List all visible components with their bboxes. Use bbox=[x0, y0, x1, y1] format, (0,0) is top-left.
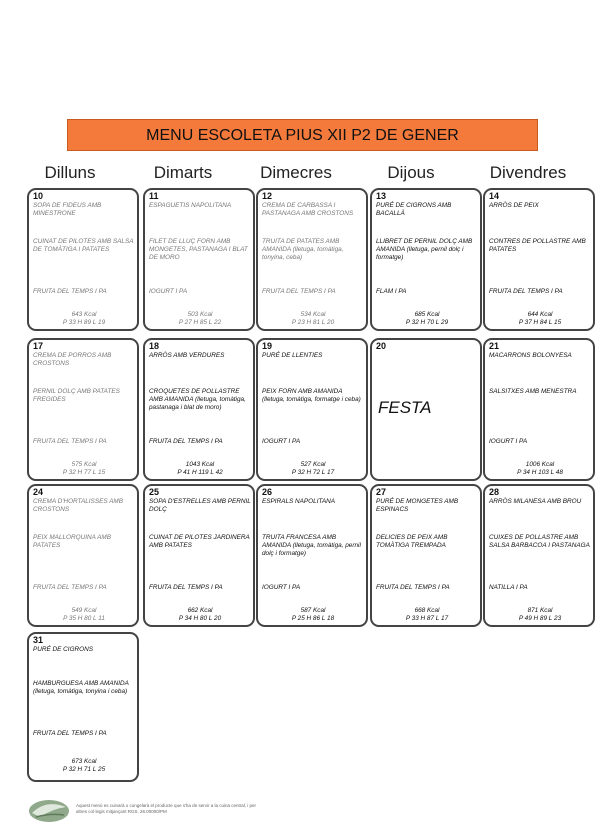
dessert: IOGURT I PA bbox=[262, 438, 301, 445]
menu-day-cell bbox=[143, 188, 255, 331]
macronutrients: P 37 H 84 L 15 bbox=[518, 319, 562, 326]
menu-day-cell bbox=[483, 484, 595, 627]
day-number: 14 bbox=[489, 191, 500, 201]
day-number: 21 bbox=[489, 341, 500, 351]
day-header-dimarts: Dimarts bbox=[153, 163, 213, 182]
menu-day-cell bbox=[370, 484, 482, 627]
menu-day-cell bbox=[370, 338, 482, 481]
dessert: IOGURT I PA bbox=[262, 584, 301, 591]
second-course: SALSITXES AMB MENESTRA bbox=[489, 388, 577, 395]
day-number: 11 bbox=[149, 191, 159, 201]
macronutrients: P 33 H 89 L 19 bbox=[62, 319, 106, 326]
day-number: 31 bbox=[33, 635, 44, 645]
calories: 549 Kcal bbox=[71, 607, 97, 614]
macronutrients: P 34 H 80 L 20 bbox=[178, 615, 222, 622]
day-header-divendres: Divendres bbox=[489, 163, 567, 182]
second-course: LLIBRET DE PERNIL DOLÇ AMB AMANIDA (lletuga, pernil dolç i formatge) bbox=[376, 238, 473, 261]
dessert: FRUITA DEL TEMPS I PA bbox=[149, 438, 223, 445]
dessert: FRUITA DEL TEMPS I PA bbox=[489, 288, 563, 295]
macronutrients: P 41 H 119 L 42 bbox=[177, 469, 223, 476]
macronutrients: P 27 H 85 L 22 bbox=[178, 319, 222, 326]
day-number: 25 bbox=[149, 487, 160, 497]
calories: 527 Kcal bbox=[300, 461, 326, 468]
calories: 503 Kcal bbox=[187, 311, 213, 318]
day-number: 18 bbox=[149, 341, 160, 351]
calories: 1006 Kcal bbox=[525, 461, 555, 468]
dessert: IOGURT I PA bbox=[149, 288, 188, 295]
first-course: PURÉ DE CIGRONS bbox=[33, 646, 94, 653]
macronutrients: P 25 H 86 L 18 bbox=[291, 615, 335, 622]
dessert: FRUITA DEL TEMPS I PA bbox=[376, 584, 450, 591]
dessert: FRUITA DEL TEMPS I PA bbox=[33, 730, 107, 737]
first-course: ARRÒS MILANESA AMB BROU bbox=[489, 498, 582, 505]
first-course: ARRÒS AMB VERDURES bbox=[149, 352, 225, 359]
second-course: CONTRES DE POLLASTRE AMB PATATES bbox=[489, 238, 586, 253]
menu-title: MENU ESCOLETA PIUS XII P2 DE GENER bbox=[67, 119, 538, 151]
dessert: FRUITA DEL TEMPS I PA bbox=[262, 288, 336, 295]
day-number: 19 bbox=[262, 341, 273, 351]
calories: 534 Kcal bbox=[300, 311, 326, 318]
dessert: FLAM I PA bbox=[376, 288, 407, 295]
holiday-label: FESTA bbox=[378, 398, 432, 417]
day-number: 24 bbox=[33, 487, 44, 497]
dessert: FRUITA DEL TEMPS I PA bbox=[33, 288, 107, 295]
calories: 575 Kcal bbox=[71, 461, 97, 468]
calories: 685 Kcal bbox=[414, 311, 440, 318]
second-course: TRUITA DE PATATES AMB AMANIDA (lletuga, tomàtiga, tonyina, ceba) bbox=[262, 238, 344, 261]
first-course: CREMA DE PORROS AMB CROSTONS bbox=[33, 352, 112, 367]
day-header-dilluns: Dilluns bbox=[44, 163, 96, 182]
dessert: IOGURT I PA bbox=[489, 438, 528, 445]
menu-day-cell bbox=[27, 484, 139, 627]
macronutrients: P 32 H 71 L 25 bbox=[62, 766, 106, 773]
first-course: ARRÒS DE PEIX bbox=[489, 202, 539, 209]
first-course: ESPIRALS NAPOLITANA bbox=[262, 498, 336, 505]
second-course: TRUITA FRANCESA AMB AMANIDA (lletuga, tomàtiga, pernil dolç i formatge) bbox=[262, 534, 361, 557]
second-course: HAMBURGUESA AMB AMANIDA (lletuga, tomàtiga, tonyina i ceba) bbox=[33, 680, 129, 695]
dessert: FRUITA DEL TEMPS I PA bbox=[33, 584, 107, 591]
macronutrients: P 32 H 72 L 17 bbox=[291, 469, 335, 476]
menu-day-cell bbox=[256, 188, 368, 331]
first-course: CREMA D'HORTALISSES AMB CROSTONS bbox=[33, 498, 123, 513]
menu-day-cell bbox=[256, 338, 368, 481]
second-course: CUINAT DE PILOTES AMB SALSA DE TOMÀTIGA I PATATES bbox=[33, 238, 134, 253]
day-number: 10 bbox=[33, 191, 44, 201]
day-number: 27 bbox=[376, 487, 387, 497]
calories: 644 Kcal bbox=[527, 311, 553, 318]
menu-day-cell bbox=[483, 338, 595, 481]
macronutrients: P 34 H 103 L 48 bbox=[517, 469, 563, 476]
menu-day-cell bbox=[256, 484, 368, 627]
menu-day-cell bbox=[27, 188, 139, 331]
macronutrients: P 33 H 87 L 17 bbox=[405, 615, 449, 622]
day-number: 13 bbox=[376, 191, 387, 201]
menu-day-cell bbox=[27, 632, 139, 782]
macronutrients: P 35 H 80 L 11 bbox=[63, 615, 105, 622]
second-course: CROQUETES DE POLLASTRE AMB AMANIDA (lletuga, tomàtiga, pastanaga i blat de moro) bbox=[149, 388, 246, 411]
calories: 662 Kcal bbox=[187, 607, 213, 614]
first-course: CREMA DE CARBASSA I PASTANAGA AMB CROSTONS bbox=[262, 202, 354, 217]
day-header-dijous: Dijous bbox=[387, 163, 435, 182]
second-course: FILET DE LLUÇ FORN AMB MONGETES, PASTANAGA I BLAT DE MORO bbox=[149, 238, 248, 261]
menu-day-cell bbox=[27, 338, 139, 481]
calories: 871 Kcal bbox=[527, 607, 553, 614]
macronutrients: P 23 H 81 L 20 bbox=[291, 319, 335, 326]
second-course: PERNIL DOLÇ AMB PATATES FREGIDES bbox=[33, 388, 120, 403]
first-course: SOPA DE FIDEUS AMB MINESTRONE bbox=[33, 202, 102, 217]
school-logo bbox=[26, 795, 72, 825]
calories: 1043 Kcal bbox=[185, 461, 215, 468]
calories: 587 Kcal bbox=[300, 607, 326, 614]
day-number: 20 bbox=[376, 341, 387, 351]
second-course: CUIXES DE POLLASTRE AMB SALSA BARBACOA I PASTANAGA bbox=[489, 534, 590, 549]
macronutrients: P 32 H 77 L 15 bbox=[62, 469, 106, 476]
second-course: CUINAT DE PILOTES JARDINERA AMB PATATES bbox=[149, 534, 250, 549]
day-number: 28 bbox=[489, 487, 500, 497]
calories: 673 Kcal bbox=[71, 758, 97, 765]
dessert: FRUITA DEL TEMPS I PA bbox=[149, 584, 223, 591]
menu-day-cell bbox=[143, 484, 255, 627]
dessert: NATILLA I PA bbox=[489, 584, 528, 591]
calories: 668 Kcal bbox=[414, 607, 440, 614]
macronutrients: P 32 H 70 L 29 bbox=[405, 319, 449, 326]
calories: 643 Kcal bbox=[71, 311, 97, 318]
first-course: PURÉ DE MONGETES AMB ESPINACS bbox=[376, 498, 459, 513]
footer-note: Aquest menú es cuinarà o congelarà el producte que s'ha de servir a la cuina central, i per altres col·legis mitjançant RGS. 26.00000/PM bbox=[76, 803, 256, 814]
day-number: 17 bbox=[33, 341, 44, 351]
day-number: 26 bbox=[262, 487, 273, 497]
first-course: ESPAGUETIS NAPOLITANA bbox=[149, 202, 232, 209]
first-course: SOPA D'ESTRELLES AMB PERNIL DOLÇ bbox=[149, 498, 251, 513]
dessert: FRUITA DEL TEMPS I PA bbox=[33, 438, 107, 445]
menu-day-cell bbox=[483, 188, 595, 331]
second-course: DELICIES DE PEIX AMB TOMÀTIGA TREMPADA bbox=[376, 534, 448, 549]
first-course: PURÉ DE CIGRONS AMB BACALLÀ bbox=[376, 202, 452, 217]
first-course: MACARRONS BOLONYESA bbox=[489, 352, 572, 359]
macronutrients: P 49 H 89 L 23 bbox=[518, 615, 562, 622]
second-course: PEIX MALLORQUINA AMB PATATES bbox=[33, 534, 112, 549]
menu-day-cell bbox=[143, 338, 255, 481]
menu-day-cell bbox=[370, 188, 482, 331]
second-course: PEIX FORN AMB AMANIDA (lletuga, tomàtiga, formatge i ceba) bbox=[262, 388, 361, 403]
day-header-dimecres: Dimecres bbox=[260, 163, 332, 182]
first-course: PURÉ DE LLENTIES bbox=[262, 352, 323, 359]
day-number: 12 bbox=[262, 191, 273, 201]
